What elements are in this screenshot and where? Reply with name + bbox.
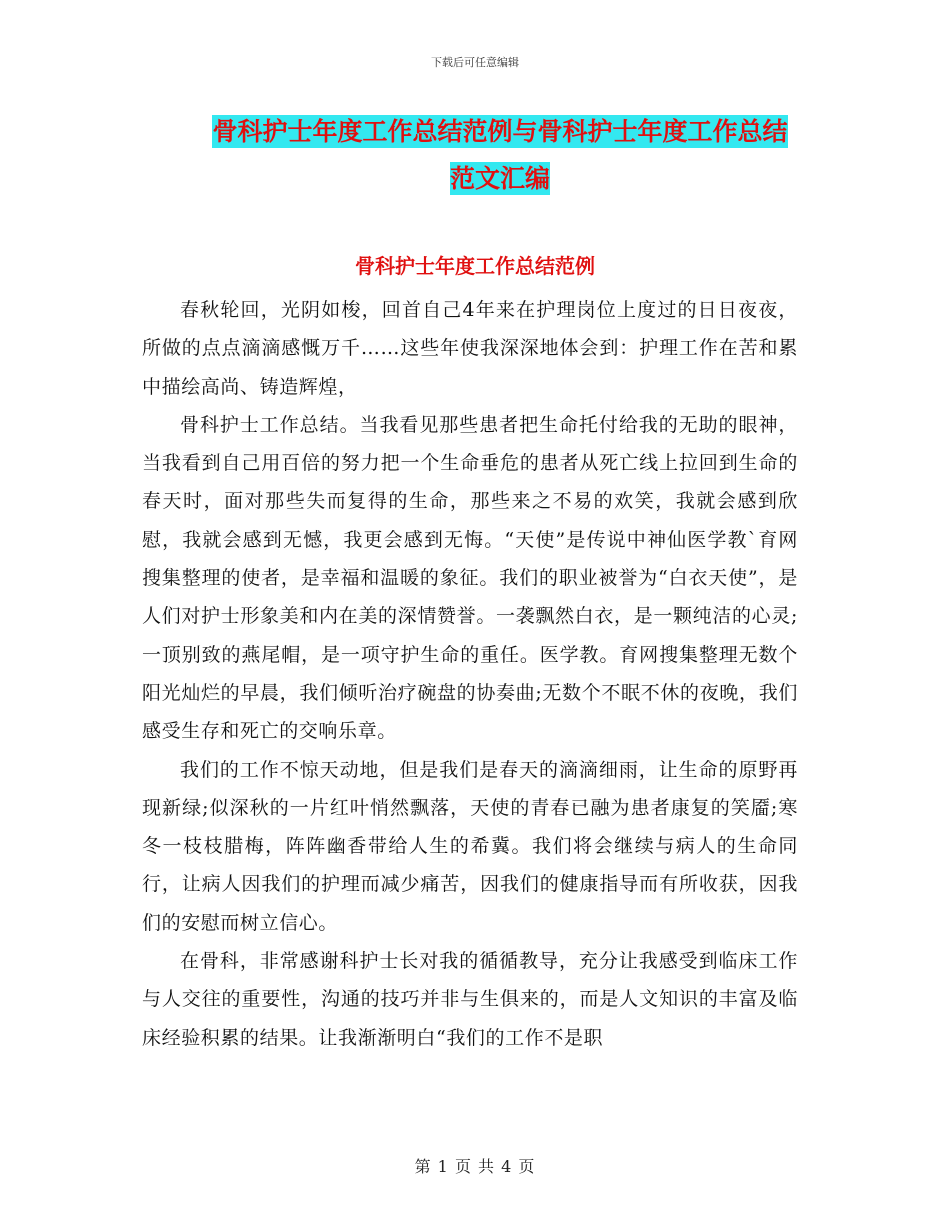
header-note: 下载后可任意编辑	[431, 56, 519, 69]
body-text	[142, 291, 798, 1057]
document-title-line-1: 骨科护士年度工作总结范例与骨科护士年度工作总结	[212, 117, 788, 146]
page-footer: 第 1 页 共 4 页	[414, 1157, 536, 1176]
section-title: 骨科护士年度工作总结范例	[355, 254, 595, 278]
document-title	[150, 108, 850, 202]
paragraph: 春秋轮回，光阴如梭，回首自己4年来在护理岗位上度过的日日夜夜，所做的点点滴滴感慨万千……这些年使我深深地体会到：护理工作在苦和累中描绘高尚、铸造辉煌，	[142, 299, 798, 398]
paragraph: 在骨科，非常感谢科护士长对我的循循教导，充分让我感受到临床工作与人交往的重要性，沟通的技巧并非与生俱来的，而是人文知识的丰富及临床经验积累的结果。让我渐渐明白“我们的工作不是职	[142, 950, 798, 1049]
document-title-line-2: 范文汇编	[449, 164, 550, 193]
paragraph: 骨科护士工作总结。当我看见那些患者把生命托付给我的无助的眼神，当我看到自己用百倍的努力把一个生命垂危的患者从死亡线上拉回到生命的春天时，面对那些失而复得的生命，那些来之不易的欢笑，我就会感到欣慰，我就会感到无憾，我更会感到无悔。“天使”是传说中神仙医学教`育网搜集整理的使者，是幸福和温暖的象征。我们的职业被誉为“白衣天使”，是人们对护士形象美和内在美的深情赞誉。一袭飘然白衣，是一颗纯洁的心灵;一顶别致的燕尾帽，是一项守护生命的重任。医学教。育网搜集整理无数个阳光灿烂的早晨，我们倾听治疗碗盘的协奏曲;无数个不眠不休的夜晚，我们感受生存和死亡的交响乐章。	[142, 413, 798, 743]
paragraph: 我们的工作不惊天动地，但是我们是春天的滴滴细雨，让生命的原野再现新绿;似深秋的一片红叶悄然飘落，天使的青春已融为患者康复的笑靥;寒冬一枝枝腊梅，阵阵幽香带给人生的希冀。我们将会继续与病人的生命同行，让病人因我们的护理而减少痛苦，因我们的健康指导而有所收获，因我们的安慰而树立信心。	[142, 758, 798, 934]
